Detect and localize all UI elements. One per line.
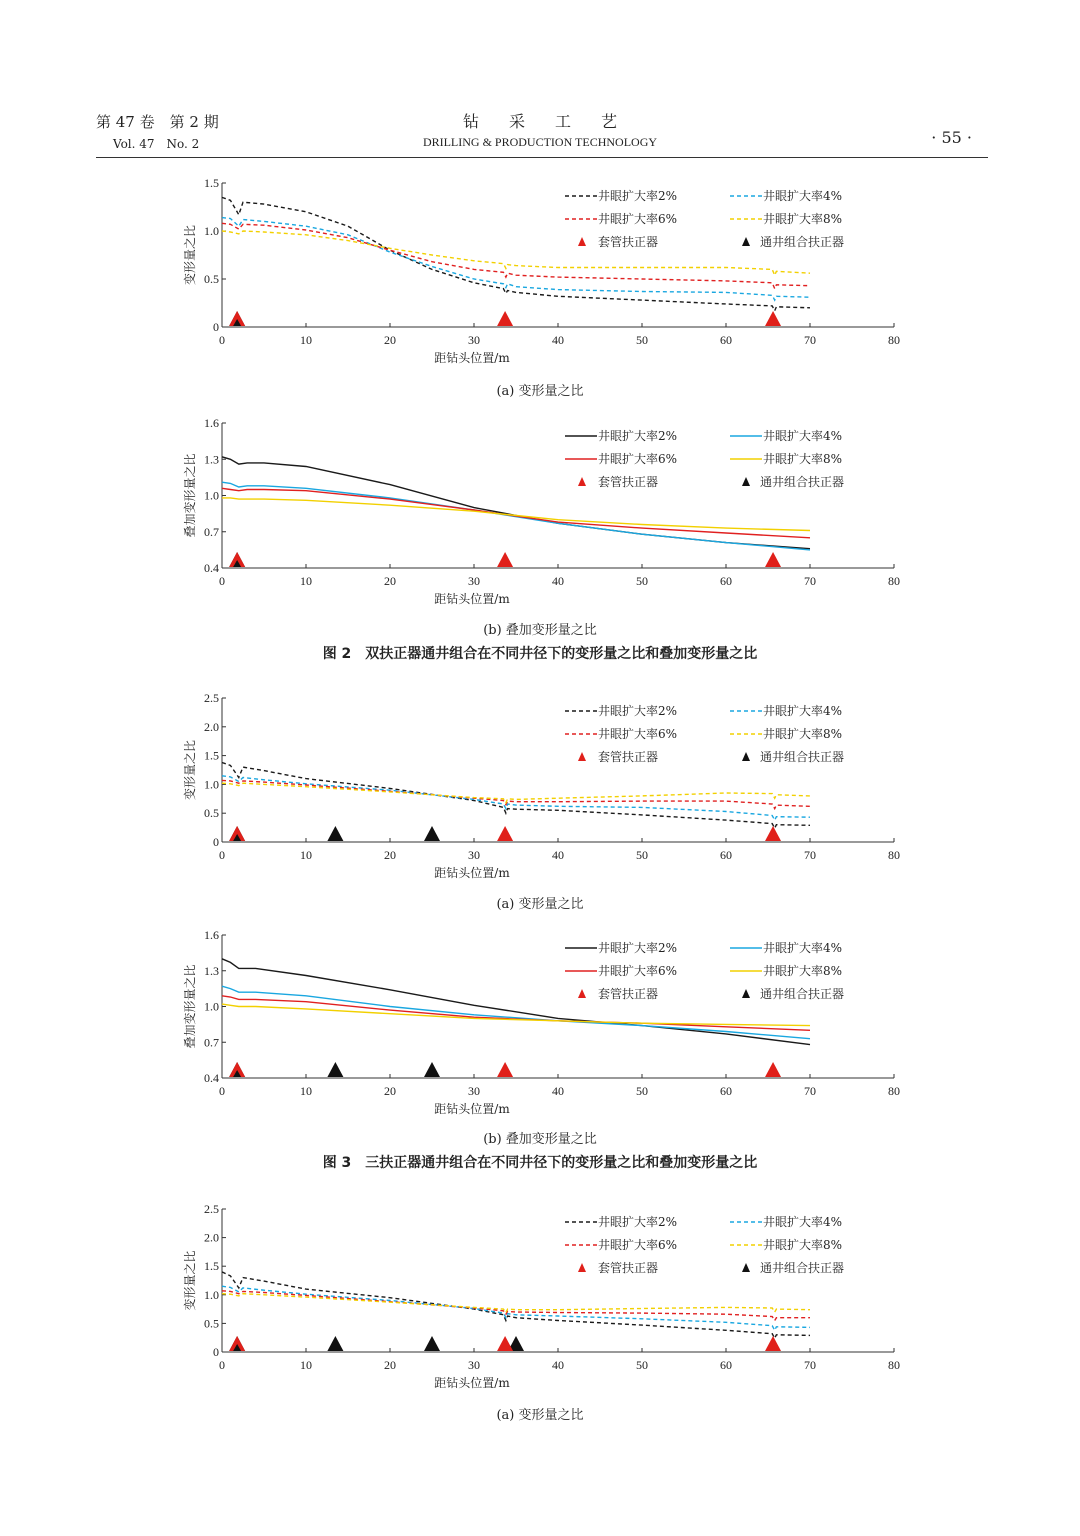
series-line-4pct — [222, 776, 810, 820]
y-tick-label: 0.4 — [204, 561, 219, 575]
x-axis-label: 距钻头位置/m — [434, 351, 510, 365]
journal-title-en: DRILLING & PRODUCTION TECHNOLOGY — [422, 135, 658, 149]
x-tick-label: 0 — [219, 848, 225, 862]
casing-centralizer-marker — [497, 826, 513, 841]
drift-assembly-centralizer-marker — [327, 1062, 343, 1077]
drift-assembly-centralizer-marker — [424, 826, 440, 841]
y-axis-label: 变形量之比 — [183, 739, 197, 801]
series-line-8pct — [222, 783, 810, 803]
legend-casing-centralizer-icon — [578, 1263, 586, 1272]
x-tick-label: 70 — [804, 1084, 816, 1098]
x-tick-label: 50 — [636, 574, 648, 588]
x-tick-label: 80 — [888, 333, 900, 347]
x-tick-label: 20 — [384, 848, 396, 862]
y-tick-label: 0 — [213, 1345, 219, 1359]
legend-label: 井眼扩大率2% — [598, 1215, 678, 1229]
legend-label: 井眼扩大率6% — [598, 1238, 678, 1252]
y-tick-label: 2.0 — [204, 719, 219, 734]
y-tick-label: 1.5 — [204, 1259, 219, 1274]
series-line-6pct — [222, 488, 810, 538]
series-line-8pct — [222, 1294, 810, 1313]
figure-3b-superposed-ratio-chart — [0, 924, 1080, 1124]
y-tick-label: 1.6 — [204, 416, 219, 430]
figure-3a-subcaption: (a) 变形量之比 — [496, 897, 584, 912]
x-axis-label: 距钻头位置/m — [434, 1376, 510, 1390]
y-tick-label: 1.0 — [204, 224, 219, 238]
casing-centralizer-marker — [765, 826, 781, 841]
x-tick-label: 50 — [636, 1084, 648, 1098]
y-tick-label: 1.6 — [204, 928, 219, 942]
y-tick-label: 2.0 — [204, 1230, 219, 1245]
y-tick-label: 0.4 — [204, 1071, 219, 1085]
figure-2-caption: 图 2 双扶正器通井组合在不同井径下的变形量之比和叠加变形量之比 — [322, 646, 758, 662]
y-axis-label: 叠加变形量之比 — [183, 964, 197, 1049]
legend-casing-centralizer-icon — [578, 237, 586, 246]
y-tick-label: 1.3 — [204, 963, 219, 978]
legend-label: 井眼扩大率8% — [763, 727, 843, 741]
legend-label: 井眼扩大率4% — [763, 189, 843, 203]
y-tick-label: 1.3 — [204, 452, 219, 467]
x-axis-label: 距钻头位置/m — [434, 866, 510, 880]
x-tick-label: 10 — [300, 848, 312, 862]
x-tick-label: 20 — [384, 574, 396, 588]
series-line-8pct — [222, 231, 810, 275]
figure-2a-subcaption: (a) 变形量之比 — [496, 384, 584, 399]
y-tick-label: 1.0 — [204, 999, 219, 1014]
header-rule — [96, 157, 988, 158]
y-tick-label: 0.7 — [204, 1035, 219, 1050]
figure-2b-subcaption: (b) 叠加变形量之比 — [483, 623, 597, 638]
legend-drift-centralizer-icon — [742, 477, 750, 486]
legend-label: 通井组合扶正器 — [760, 475, 845, 489]
volume-issue-cn: 第 47 卷 第 2 期 — [96, 113, 219, 131]
y-tick-label: 0.5 — [204, 806, 219, 821]
x-tick-label: 60 — [720, 848, 732, 862]
x-tick-label: 30 — [468, 574, 480, 588]
x-tick-label: 70 — [804, 574, 816, 588]
x-tick-label: 70 — [804, 848, 816, 862]
series-line-8pct — [222, 498, 810, 531]
x-axis-label: 距钻头位置/m — [434, 1102, 510, 1116]
series-line-8pct — [222, 1004, 810, 1026]
series-line-4pct — [222, 1286, 810, 1330]
series-line-4pct — [222, 218, 810, 301]
legend-drift-centralizer-icon — [742, 1263, 750, 1272]
x-tick-label: 0 — [219, 333, 225, 347]
x-tick-label: 80 — [888, 574, 900, 588]
x-tick-label: 10 — [300, 333, 312, 347]
x-tick-label: 40 — [552, 848, 564, 862]
y-tick-label: 0.7 — [204, 524, 219, 539]
x-tick-label: 0 — [219, 1358, 225, 1372]
series-line-2pct — [222, 197, 810, 310]
x-tick-label: 50 — [636, 333, 648, 347]
legend-label: 井眼扩大率6% — [598, 964, 678, 978]
journal-title-cn: 钻采工艺 — [462, 112, 647, 131]
y-axis-label: 变形量之比 — [183, 224, 197, 286]
series-line-6pct — [222, 996, 810, 1031]
x-tick-label: 40 — [552, 333, 564, 347]
casing-centralizer-marker — [765, 1336, 781, 1351]
x-tick-label: 30 — [468, 848, 480, 862]
y-tick-label: 0 — [213, 835, 219, 849]
x-tick-label: 40 — [552, 1084, 564, 1098]
x-tick-label: 10 — [300, 1358, 312, 1372]
figure-3b-subcaption: (b) 叠加变形量之比 — [483, 1132, 597, 1147]
legend-casing-centralizer-icon — [578, 752, 586, 761]
legend-label: 井眼扩大率6% — [598, 452, 678, 466]
legend-label: 井眼扩大率4% — [763, 1215, 843, 1229]
legend-casing-centralizer-icon — [578, 477, 586, 486]
series-line-2pct — [222, 763, 810, 829]
series-line-6pct — [222, 223, 810, 288]
casing-centralizer-marker — [497, 1336, 513, 1351]
x-tick-label: 80 — [888, 848, 900, 862]
casing-centralizer-marker — [765, 1062, 781, 1077]
x-tick-label: 80 — [888, 1084, 900, 1098]
legend-label: 套管扶正器 — [598, 1261, 659, 1275]
figure-2b-superposed-ratio-chart — [0, 412, 1080, 612]
x-tick-label: 40 — [552, 574, 564, 588]
volume-issue-en: Vol. 47 No. 2 — [113, 137, 200, 151]
y-tick-label: 0.5 — [204, 1316, 219, 1331]
drift-assembly-centralizer-marker — [327, 1336, 343, 1351]
legend-label: 井眼扩大率6% — [598, 212, 678, 226]
drift-assembly-centralizer-marker — [424, 1336, 440, 1351]
legend-label: 套管扶正器 — [598, 475, 659, 489]
x-tick-label: 30 — [468, 333, 480, 347]
figure-2a-deformation-ratio-chart — [0, 170, 1080, 370]
series-line-2pct — [222, 1272, 810, 1338]
casing-centralizer-marker — [497, 311, 513, 326]
x-tick-label: 20 — [384, 333, 396, 347]
page-number: · 55 · — [931, 128, 972, 147]
series-line-6pct — [222, 1291, 810, 1321]
x-tick-label: 50 — [636, 1358, 648, 1372]
legend-label: 井眼扩大率4% — [763, 704, 843, 718]
legend-label: 井眼扩大率2% — [598, 429, 678, 443]
x-tick-label: 70 — [804, 1358, 816, 1372]
legend-label: 井眼扩大率6% — [598, 727, 678, 741]
x-tick-label: 60 — [720, 574, 732, 588]
y-tick-label: 1.0 — [204, 777, 219, 792]
x-tick-label: 10 — [300, 1084, 312, 1098]
y-tick-label: 0.5 — [204, 272, 219, 286]
y-axis-label: 变形量之比 — [183, 1250, 197, 1311]
x-tick-label: 10 — [300, 574, 312, 588]
x-tick-label: 40 — [552, 1358, 564, 1372]
legend-label: 套管扶正器 — [598, 235, 659, 249]
y-axis-label: 叠加变形量之比 — [183, 453, 197, 538]
figure-3-caption: 图 3 三扶正器通井组合在不同井径下的变形量之比和叠加变形量之比 — [322, 1155, 758, 1171]
x-tick-label: 20 — [384, 1358, 396, 1372]
x-tick-label: 0 — [219, 574, 225, 588]
x-axis-label: 距钻头位置/m — [434, 592, 510, 606]
x-tick-label: 80 — [888, 1358, 900, 1372]
drift-assembly-centralizer-marker — [327, 826, 343, 841]
y-tick-label: 2.5 — [204, 691, 219, 705]
legend-drift-centralizer-icon — [742, 989, 750, 998]
drift-assembly-centralizer-marker — [424, 1062, 440, 1077]
x-tick-label: 70 — [804, 333, 816, 347]
legend-label: 井眼扩大率8% — [763, 452, 843, 466]
legend-label: 井眼扩大率2% — [598, 704, 678, 718]
legend-label: 井眼扩大率2% — [598, 189, 678, 203]
figure-3a-deformation-ratio-chart — [0, 686, 1080, 886]
legend-label: 套管扶正器 — [598, 987, 659, 1001]
casing-centralizer-marker — [497, 552, 513, 567]
x-tick-label: 20 — [384, 1084, 396, 1098]
legend-label: 通井组合扶正器 — [760, 750, 845, 764]
y-tick-label: 2.5 — [204, 1202, 219, 1216]
legend-label: 套管扶正器 — [598, 750, 659, 764]
x-tick-label: 60 — [720, 333, 732, 347]
legend-label: 通井组合扶正器 — [760, 987, 845, 1001]
figure-4a-subcaption: (a) 变形量之比 — [496, 1408, 584, 1423]
x-tick-label: 50 — [636, 848, 648, 862]
legend-label: 井眼扩大率2% — [598, 941, 678, 955]
y-tick-label: 1.0 — [204, 488, 219, 503]
casing-centralizer-marker — [765, 311, 781, 326]
legend-drift-centralizer-icon — [742, 237, 750, 246]
legend-label: 通井组合扶正器 — [760, 1261, 845, 1275]
y-tick-label: 1.0 — [204, 1287, 219, 1302]
legend-label: 通井组合扶正器 — [760, 235, 845, 249]
casing-centralizer-marker — [765, 552, 781, 567]
legend-label: 井眼扩大率4% — [763, 941, 843, 955]
x-tick-label: 60 — [720, 1084, 732, 1098]
x-tick-label: 60 — [720, 1358, 732, 1372]
x-tick-label: 0 — [219, 1084, 225, 1098]
legend-drift-centralizer-icon — [742, 752, 750, 761]
legend-label: 井眼扩大率4% — [763, 429, 843, 443]
legend-label: 井眼扩大率8% — [763, 964, 843, 978]
casing-centralizer-marker — [497, 1062, 513, 1077]
figure-4a-deformation-ratio-chart — [0, 1196, 1080, 1396]
legend-label: 井眼扩大率8% — [763, 1238, 843, 1252]
y-tick-label: 1.5 — [204, 748, 219, 763]
x-tick-label: 30 — [468, 1084, 480, 1098]
legend-casing-centralizer-icon — [578, 989, 586, 998]
y-tick-label: 1.5 — [204, 176, 219, 190]
series-line-2pct — [222, 457, 810, 549]
y-tick-label: 0 — [213, 320, 219, 334]
legend-label: 井眼扩大率8% — [763, 212, 843, 226]
x-tick-label: 30 — [468, 1358, 480, 1372]
